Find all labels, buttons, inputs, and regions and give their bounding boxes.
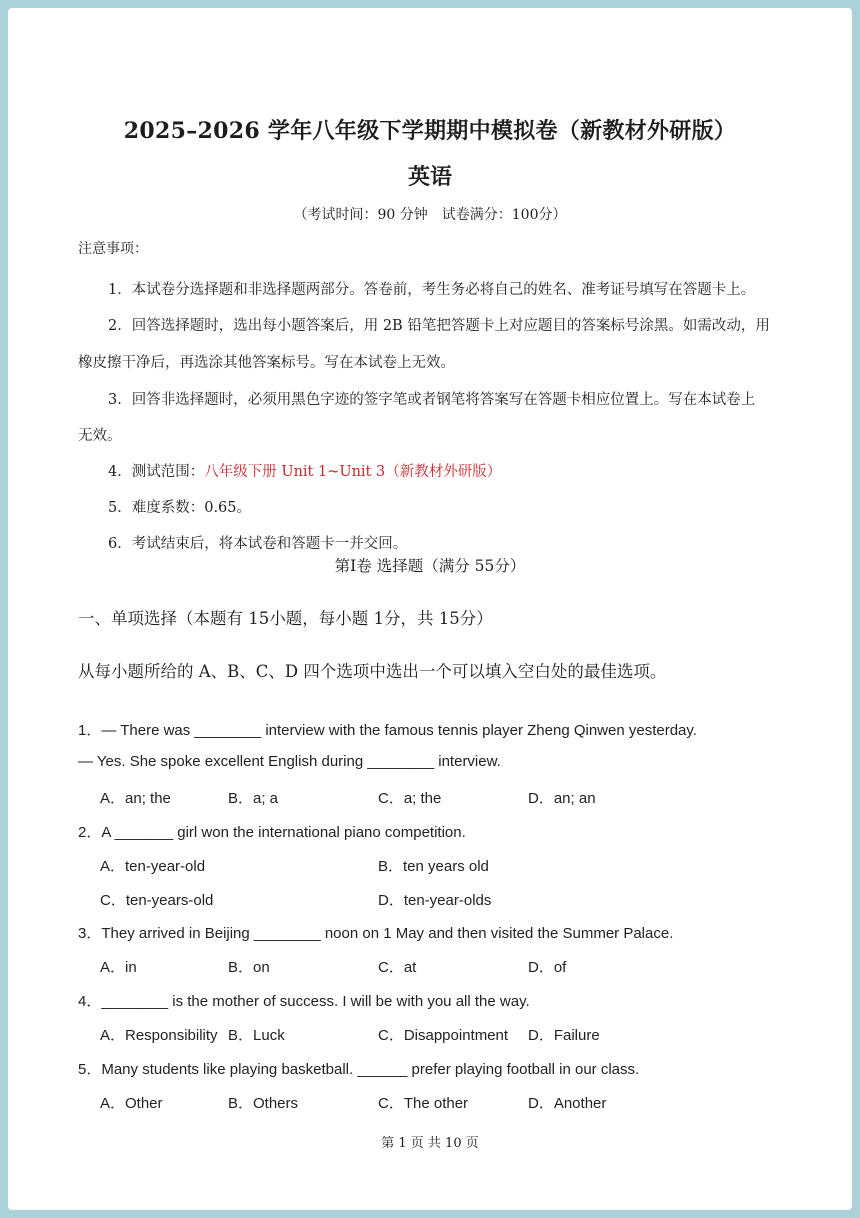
q3-option-d[interactable]: D．of <box>528 959 567 976</box>
section-instruction: 从每小题所给的 A、B、C、D 四个选项中选出一个可以填入空白处的最佳选项。 <box>78 662 667 681</box>
notes-title: 注意事项： <box>78 241 148 257</box>
q3-option-c[interactable]: C．at <box>378 959 417 976</box>
page-footer: 第 1 页 共 10 页 <box>381 1136 479 1151</box>
note-3-line2: 无效。 <box>78 428 122 444</box>
test-range: 八年级下册 Unit 1~Unit 3（新教材外研版） <box>204 464 502 480</box>
note-3-line1: 3．回答非选择题时，必须用黑色字迹的签字笔或者钢笔将答案写在答题卡相应位置上。写在本试卷上 <box>108 392 756 408</box>
note-4-prefix: 4．测试范围： <box>108 464 205 480</box>
question-2-stem: 2．A _______ girl won the international piano competition. <box>78 824 466 841</box>
subject-title: 英语 <box>407 164 452 190</box>
q4-option-b[interactable]: B．Luck <box>228 1027 285 1044</box>
q1-option-a[interactable]: A．an; the <box>100 790 171 807</box>
exam-info: （考试时间：90 分钟 试卷满分：100分） <box>293 207 567 223</box>
q4-option-c[interactable]: C．Disappointment <box>378 1027 509 1044</box>
q2-option-a[interactable]: A．ten-year-old <box>100 858 206 875</box>
q5-option-d[interactable]: D．Another <box>528 1095 607 1112</box>
question-4-stem: 4．________ is the mother of success. I will be with you all the way. <box>78 993 530 1010</box>
section-title: 一、单项选择（本题有 15小题，每小题 1分，共 15分） <box>78 609 493 628</box>
q3-option-a[interactable]: A．in <box>100 959 137 976</box>
q5-option-c[interactable]: C．The other <box>378 1095 469 1112</box>
q1-option-b[interactable]: B．a; a <box>228 790 279 807</box>
note-4 <box>108 462 501 482</box>
q3-option-b[interactable]: B．on <box>228 959 270 976</box>
q2-option-c[interactable]: C．ten-years-old <box>100 892 214 909</box>
note-2-line2: 橡皮擦干净后，再选涂其他答案标号。写在本试卷上无效。 <box>78 355 455 371</box>
question-1-line2: — Yes. She spoke excellent English during ________ interview. <box>78 753 501 770</box>
note-5: 5．难度系数：0.65。 <box>108 500 252 516</box>
q2-option-b[interactable]: B．ten years old <box>378 858 489 875</box>
q4-option-a[interactable]: A．Responsibility <box>100 1027 218 1044</box>
question-3-stem: 3．They arrived in Beijing ________ noon on 1 May and then visited the Summer Palace. <box>78 925 674 942</box>
q5-option-b[interactable]: B．Others <box>228 1095 299 1112</box>
part-title: 第Ⅰ卷 选择题（满分 55分） <box>334 557 526 575</box>
note-1: 1．本试卷分选择题和非选择题两部分。答卷前，考生务必将自己的姓名、准考证号填写在答题卡上。 <box>108 282 756 298</box>
question-5-stem: 5．Many students like playing basketball. ______ prefer playing football in our class. <box>78 1061 640 1078</box>
note-6: 6．考试结束后，将本试卷和答题卡一并交回。 <box>108 536 408 552</box>
note-2-line1: 2．回答选择题时，选出每小题答案后，用 2B 铅笔把答题卡上对应题目的答案标号涂黑。如需改动，用 <box>108 318 770 334</box>
exam-title: 2025–2026 学年八年级下学期期中模拟卷（新教材外研版） <box>123 118 737 144</box>
question-1-line1: 1．— There was ________ interview with the famous tennis player Zheng Qinwen yesterday. <box>78 722 697 739</box>
q4-option-d[interactable]: D．Failure <box>528 1027 600 1044</box>
q5-option-a[interactable]: A．Other <box>100 1095 163 1112</box>
q2-option-d[interactable]: D．ten-year-olds <box>378 892 492 909</box>
exam-page <box>8 8 852 1210</box>
q1-option-c[interactable]: C．a; the <box>378 790 442 807</box>
q1-option-d[interactable]: D．an; an <box>528 790 596 807</box>
